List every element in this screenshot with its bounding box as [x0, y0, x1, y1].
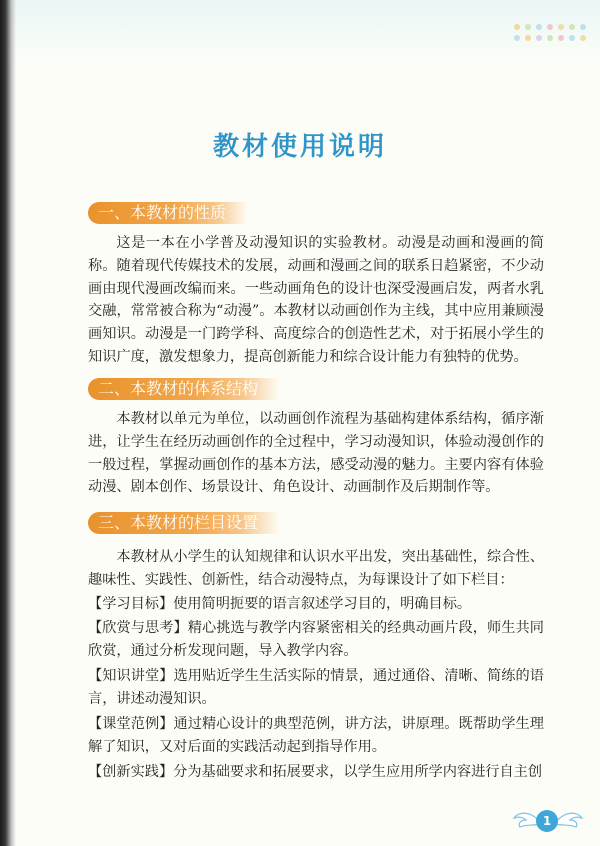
decorative-dots [496, 24, 586, 46]
column-item-practice: 【创新实践】分为基础要求和拓展要求，以学生应用所学内容进行自主创 [88, 764, 543, 780]
right-wing-icon [556, 808, 584, 830]
column-item-goals: 【学习目标】使用简明扼要的语言叙述学习目的，明确目标。 [88, 596, 472, 612]
page-number-badge: 1 [536, 810, 558, 832]
column-item-appreciation: 【欣赏与思考】精心挑选与教学内容紧密相关的经典动画片段，师生共同欣赏，通过分析发现问题，导入教学内容。 [88, 620, 544, 659]
column-item-examples: 【课堂范例】通过精心设计的典型范例，讲方法，讲原理。既帮助学生理解了知识，又对后面的实践活动起到指导作用。 [88, 716, 544, 755]
section-heading-nature: 一、本教材的性质 [88, 202, 248, 224]
page-title: 教材使用说明 [212, 132, 387, 162]
column-item-knowledge: 【知识讲堂】选用贴近学生生活实际的情景，通过通俗、清晰、简练的语言，讲述动漫知识。 [88, 668, 544, 707]
section-heading-structure: 二、本教材的体系结构 [88, 378, 280, 400]
section-paragraph-columns: 本教材从小学生的认知规律和认识水平出发，突出基础性，综合性、趣味性、实践性、创新性，结合动漫特点，为每课设计了如下栏目： [88, 549, 544, 588]
section-paragraph-nature: 这是一本在小学普及动漫知识的实验教材。动漫是动画和漫画的简称。随着现代传媒技术的发展，动画和漫画之间的联系日趋紧密，不少动画由现代漫画改编而来。一些动画角色的设计也深受漫画启发，两者水乳交融，常常被合称为“动漫”。本教材以动画创作为主线，其中应用兼顾漫画知识。动漫是一门跨学科、高度综合的创造性艺术，对于拓展小学生的知识广度，激发想象力，提高创新能力和综合设计能力有独特的优势。 [88, 235, 544, 365]
section-heading-columns: 三、本教材的栏目设置 [88, 512, 280, 534]
section-paragraph-structure: 本教材以单元为单位，以动画创作流程为基础构建体系结构，循序渐进，让学生在经历动画创作的全过程中，学习动漫知识，体验动漫创作的一般过程，掌握动画创作的基本方法，感受动漫的魅力。主要内容有体验动漫、剧本创作、场景设计、角色设计、动画制作及后期制作等。 [88, 411, 544, 496]
